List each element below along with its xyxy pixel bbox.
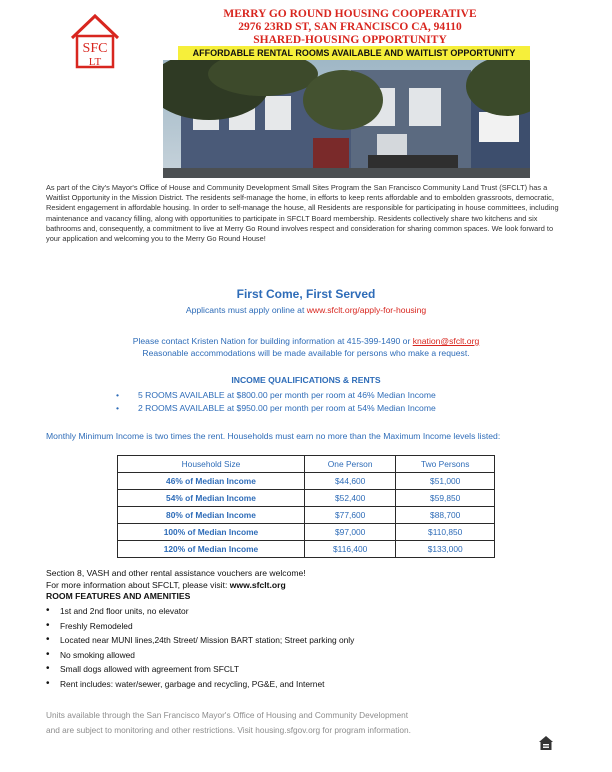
table-row: [118, 524, 495, 541]
table-row: [118, 507, 495, 524]
cell-one-person: $52,400: [304, 490, 395, 507]
vouchers-block: [46, 567, 306, 591]
rooms-list: [116, 389, 436, 414]
footer-note: [46, 708, 526, 737]
list-item: • 1st and 2nd floor units, no elevator: [46, 604, 354, 619]
cell-one-person: $77,600: [304, 507, 395, 524]
rooms-item: [116, 402, 436, 415]
row-label: 80% of Median Income: [118, 507, 305, 524]
table-row: [118, 490, 495, 507]
rooms-item: [116, 389, 436, 402]
email-link[interactable]: knation@sfclt.org: [412, 336, 480, 346]
first-come-heading: First Come, First Served: [236, 287, 376, 301]
row-label: 54% of Median Income: [118, 490, 305, 507]
list-item: • Small dogs allowed with agreement from SFCLT: [46, 662, 354, 677]
svg-text:LT: LT: [88, 56, 102, 68]
footer-line-2: and are subject to monitoring and other restrictions. Visit housing.sfgov.org for program information.: [46, 724, 411, 735]
apply-link[interactable]: www.sfclt.org/apply-for-housing: [306, 305, 427, 315]
apply-prefix: Applicants must apply online at: [185, 305, 307, 315]
vouchers-note: Section 8, VASH and other rental assistance vouchers are welcome!: [46, 568, 306, 578]
rooms-item-text: 5 ROOMS AVAILABLE at $800.00 per month per room at 46% Median Income: [138, 390, 436, 400]
col-household-size: Household Size: [118, 456, 305, 473]
col-two-persons: Two Persons: [396, 456, 495, 473]
house-photo: [163, 60, 530, 178]
amenities-list: [46, 604, 354, 692]
equal-housing-icon: [538, 735, 554, 751]
address: 2976 23RD ST, SAN FRANCISCO CA, 94110: [238, 21, 462, 33]
cell-two-persons: $51,000: [396, 473, 495, 490]
accommodations-note: Reasonable accommodations will be made available for persons who make a request.: [142, 348, 470, 358]
bullet-icon: •: [116, 390, 120, 400]
rooms-item-text: 2 ROOMS AVAILABLE at $950.00 per month per room at 54% Median Income: [138, 402, 436, 413]
list-item: • Rent includes: water/sewer, garbage and recycling, PG&E, and Internet: [46, 677, 354, 692]
row-label: 46% of Median Income: [118, 473, 305, 490]
cell-one-person: $44,600: [304, 473, 395, 490]
intro-paragraph: As part of the City's Mayor's Office of House and Community Development Small Sites Program the San Francisco Community Land Trust (SFCLT) has a Waitlist Opportunity in the Mission District. The residents self-manage the home, in efforts to keep rents affordable and to embolden grassroots, democratic, Resident engagement in affordable housing. In order to self-manage the house, all Residents are responsible for participating in house committees, including maintenance and vacancy filling, along with opportunities to participate in SFCLT Board membership. Residents collectively share two kitchens and six bathrooms and, consequently, a commitment to live at Merry Go Round involves respect and consideration for sharing common spaces. We look forward to your application and welcoming you to the Merry Go Round House!: [46, 183, 559, 244]
table-row: [118, 541, 495, 558]
amenities-heading: ROOM FEATURES AND AMENITIES: [46, 591, 191, 601]
row-label: 120% of Median Income: [118, 541, 305, 558]
svg-text:SFC: SFC: [82, 41, 108, 56]
contact-prefix: Please contact Kristen Nation for building information at 415-399-1490 or: [132, 336, 413, 346]
sfclt-logo: [68, 12, 122, 70]
min-income-note: Monthly Minimum Income is two times the rent. Households must earn no more than the Maximum Income levels listed:: [46, 431, 501, 441]
list-item: • No smoking allowed: [46, 648, 354, 663]
sfclt-link[interactable]: www.sfclt.org: [229, 580, 286, 590]
income-table: [117, 455, 495, 558]
org-name: MERRY GO ROUND HOUSING COOPERATIVE: [223, 8, 477, 20]
row-label: 100% of Median Income: [118, 524, 305, 541]
list-item: • Freshly Remodeled: [46, 619, 354, 634]
footer-line-1: Units available through the San Francisco Mayor's Office of Housing and Community Development: [46, 710, 409, 720]
opportunity-title: SHARED-HOUSING OPPORTUNITY: [253, 34, 447, 46]
highlight-banner: AFFORDABLE RENTAL ROOMS AVAILABLE AND WAITLIST OPPORTUNITY: [178, 46, 530, 60]
cell-one-person: $116,400: [304, 541, 395, 558]
income-heading: INCOME QUALIFICATIONS & RENTS: [231, 375, 381, 385]
more-info-prefix: For more information about SFCLT, please visit:: [46, 580, 230, 590]
cell-two-persons: $59,850: [396, 490, 495, 507]
list-item: • Located near MUNI lines,24th Street/ Mission BART station; Street parking only: [46, 633, 354, 648]
table-row: [118, 473, 495, 490]
cell-one-person: $97,000: [304, 524, 395, 541]
cell-two-persons: $133,000: [396, 541, 495, 558]
house-photo-illustration: [163, 60, 530, 178]
apply-line: [0, 305, 612, 315]
contact-block: [0, 335, 612, 359]
col-one-person: One Person: [304, 456, 395, 473]
bullet-icon: •: [116, 402, 120, 413]
table-header-row: [118, 456, 495, 473]
cell-two-persons: $88,700: [396, 507, 495, 524]
cell-two-persons: $110,850: [396, 524, 495, 541]
